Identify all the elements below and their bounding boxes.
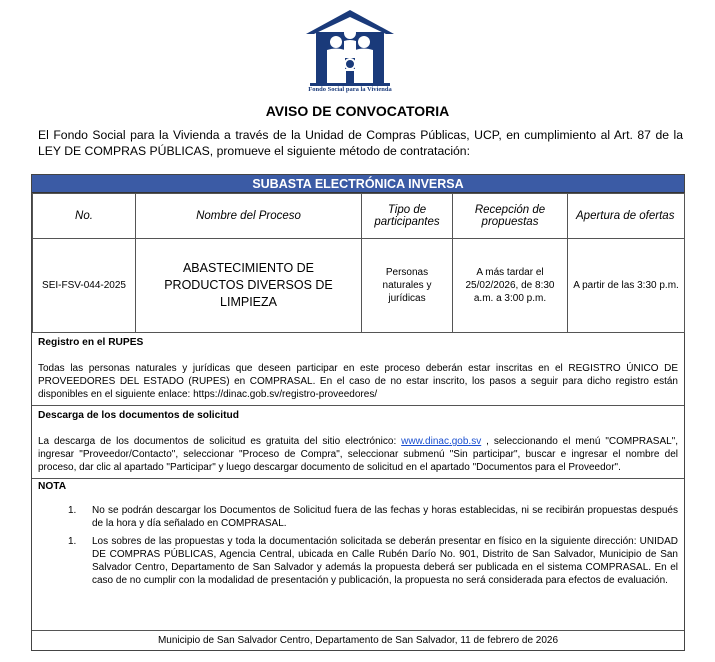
list-item-text: No se podrán descargar los Documentos de Solicitud fuera de las fechas y horas establecidas, ni se recibirán propuestas después de la hora y día señalado en COMPRASAL. <box>92 504 678 529</box>
list-item <box>38 505 678 531</box>
intro-paragraph: El Fondo Social para la Vivienda a través de la Unidad de Compras Públicas, UCP, en cumplimiento al Art. 87 de la LEY DE COMPRAS PÚBLICAS, promueve el siguiente método de contratación: <box>38 128 683 158</box>
descarga-text <box>38 435 678 474</box>
table-header-row <box>33 194 685 239</box>
logo <box>0 6 715 96</box>
header-nombre: Nombre del Proceso <box>136 194 362 239</box>
list-item <box>38 536 678 587</box>
descarga-text-after: , seleccionando el menú "COMPRASAL", ingresar "Proveedor/Contacto", seleccionar "Proceso de Compra", seleccionar submenú "Sin participar", buscar e ingresar el nombre del proceso, dar clic al apartado "Participar" y luego descargar documento de solicitud en el apartado "Documentos para el Proveedor". <box>38 436 678 473</box>
nota-heading: NOTA <box>38 481 67 492</box>
rupes-heading: Registro en el RUPES <box>38 337 144 348</box>
list-item-text: Los sobres de las propuestas y toda la documentación solicitada se deberán presentar en físico en la siguiente dirección: UNIDAD DE COMPRAS PÚBLICAS, Agencia Central, ubicada en Calle Rubén Darío No. 901, Distrito de San Salvador, Municipio de San Salvador Centro, Departamento de San Salvador y además la propuesta deberá ser publicada en el sistema COMPRASAL. En el caso de no cumplir con la modalidad de presentación y publicación, la propuesta no será considerada para efectos de evaluación. <box>92 536 678 586</box>
house-family-logo-icon <box>300 6 400 90</box>
cell-apertura: A partir de las 3:30 p.m. <box>568 239 685 333</box>
header-recepcion: Recepción de propuestas <box>453 194 568 239</box>
cell-no: SEI-FSV-044-2025 <box>33 239 136 333</box>
header-apertura: Apertura de ofertas <box>568 194 685 239</box>
rupes-text: Todas las personas naturales y jurídicas que deseen participar en este proceso deberán estar inscritas en el REGISTRO ÚNICO DE PROVEEDORES DEL ESTADO (RUPES) en COMPRASAL. En el caso de no estar inscrito, los pasos a seguir para dicho registro están disponibles en el siguiente enlace: https://dinac.gob.sv/registro-proveedores/ <box>38 363 678 400</box>
header-tipo: Tipo de participantes <box>362 194 453 239</box>
cell-nombre: ABASTECIMIENTO DE PRODUCTOS DIVERSOS DE LIMPIEZA <box>136 239 362 333</box>
header-no: No. <box>33 194 136 239</box>
page-title: AVISO DE CONVOCATORIA <box>265 103 450 119</box>
convocatoria-document <box>31 174 685 651</box>
nota-list <box>38 505 678 588</box>
descarga-heading: Descarga de los documentos de solicitud <box>38 410 239 421</box>
cell-recepcion: A más tardar el 25/02/2026, de 8:30 a.m. a 3:00 p.m. <box>453 239 568 333</box>
logo-caption: Fondo Social para la Vivienda <box>308 86 392 93</box>
dinac-link[interactable]: www.dinac.gob.sv <box>401 436 482 447</box>
nota-section <box>32 479 684 588</box>
table-row <box>33 239 685 333</box>
footer-place-date: Municipio de San Salvador Centro, Departamento de San Salvador, 11 de febrero de 2026 <box>32 630 684 650</box>
descarga-section <box>32 406 684 479</box>
method-banner: SUBASTA ELECTRÓNICA INVERSA <box>32 175 684 193</box>
cell-tipo: Personas naturales y jurídicas <box>362 239 453 333</box>
rupes-section <box>32 333 684 406</box>
list-item-number: 1. <box>68 536 77 548</box>
list-item-number: 1. <box>68 504 77 516</box>
process-table <box>32 193 685 333</box>
descarga-text-before: La descarga de los documentos de solicitud es gratuita del sitio electrónico: <box>38 436 402 447</box>
